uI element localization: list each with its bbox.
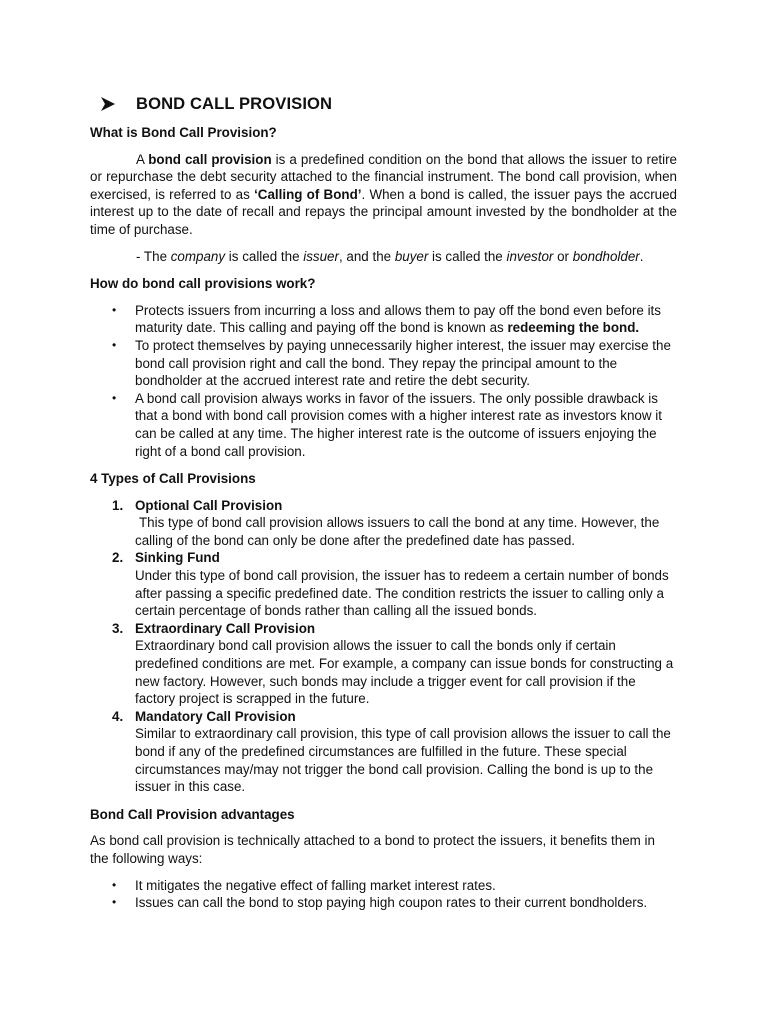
heading-types: 4 Types of Call Provisions: [90, 471, 256, 487]
type-title: Mandatory Call Provision: [135, 708, 296, 724]
type-title: Sinking Fund: [135, 550, 220, 566]
page-title: BOND CALL PROVISION: [136, 94, 333, 114]
type-title: Extraordinary Call Provision: [135, 620, 316, 636]
bullet-icon: •: [112, 877, 117, 892]
bullet-icon: •: [112, 337, 117, 352]
note-paragraph: - The company is called the issuer, and the buyer is called the investor or bondholder.: [136, 248, 644, 264]
advantages-intro: As bond call provision is technically attached to a bond to protect the issuers, it benefits them in the following ways:: [90, 833, 655, 866]
heading-what: What is Bond Call Provision?: [90, 125, 277, 140]
list-item: • To protect themselves by paying unnecessarily higher interest, the issuer may exercise the bond call provision right and call the bond. They repay the principal amount to the bondholder at the accrued interest rate and retire the debt security.: [112, 337, 671, 389]
document-page: [90, 92, 677, 912]
type-item: 3. Extraordinary Call Provision Extraordinary bond call provision allows the issuer to call the bonds only if certain predefined conditions are met. For example, a company can issue bonds for constructing a new factory. However, such bonds may include a trigger event for call provision if the factory project is scrapped in the future.: [112, 620, 674, 707]
bullet-icon: •: [112, 302, 117, 317]
heading-advantages: Bond Call Provision advantages: [90, 806, 295, 822]
term-calling-of-bond: ‘Calling of Bond’: [254, 186, 362, 202]
heading-how: How do bond call provisions work?: [90, 276, 316, 292]
bullet-icon: •: [112, 895, 117, 910]
intro-paragraph: A bond call provision is a predefined condition on the bond that allows the issuer to retire or repurchase the debt security attached to the financial instrument. The bond call provision, when exercised, is referred to as ‘Calling of Bond’. When a bond is called, the issuer pays the accrued interest up to the date of recall and repays the principal amount invested by the bondholder at the time of purchase.: [90, 151, 678, 237]
bullet-icon: •: [112, 390, 117, 405]
type-item: 2. Sinking Fund Under this type of bond call provision, the issuer has to redeem a certain number of bonds after passing a specific predefined date. The condition restricts the issuer to calling only a certain percentage of bonds rather than calling all the issued bonds.: [112, 550, 669, 619]
type-item: 4. Mandatory Call Provision Similar to extraordinary call provision, this type of call provision allows the issuer to call the bond if any of the predefined circumstances are fulfilled in the future. These special circumstances may/may not trigger the bond call provision. Calling the bond is up to the issuer in this case.: [112, 708, 671, 795]
type-description: This type of bond call provision allows issuers to call the bond at any time. However, the calling of the bond can only be done after the predefined date has passed.: [135, 515, 660, 548]
how-list: [90, 302, 677, 460]
term-bond-call-provision: bond call provision: [148, 151, 272, 167]
list-item: • It mitigates the negative effect of falling market interest rates.: [112, 877, 496, 893]
list-item: • A bond call provision always works in favor of the issuers. The only possible drawback is that a bond with bond call provision comes with a higher interest rate as investors know it can be called at any time. The higher interest rate is the outcome of issuers enjoying the right of a bond call provision.: [112, 390, 662, 459]
type-description: Similar to extraordinary call provision, this type of call provision allows the issuer to call the bond if any of the predefined circumstances are fulfilled in the future. These special circumstances may/may not trigger the bond call provision. Calling the bond is up to the issuer in this case.: [135, 726, 671, 795]
type-title: Optional Call Provision: [135, 497, 283, 513]
title-row: [100, 92, 677, 116]
type-description: Under this type of bond call provision, the issuer has to redeem a certain number of bonds after passing a specific predefined date. The condition restricts the issuer to calling only a certain percentage of bonds rather than calling all the issued bonds.: [135, 568, 669, 619]
type-item: 1. Optional Call Provision This type of bond call provision allows issuers to call the bond at any time. However, the calling of the bond can only be done after the predefined date has passed.: [112, 497, 660, 548]
list-item: • Protects issuers from incurring a loss and allows them to pay off the bond even before its maturity date. This calling and paying off the bond is known as redeeming the bond.: [112, 302, 661, 336]
type-description: Extraordinary bond call provision allows the issuer to call the bonds only if certain predefined conditions are met. For example, a company can issue bonds for constructing a new factory. However, such bonds may include a trigger event for call provision if the factory project is scrapped in the future.: [135, 638, 674, 707]
advantages-list: [90, 877, 677, 912]
list-item: • Issues can call the bond to stop paying high coupon rates to their current bondholders.: [112, 895, 648, 911]
arrow-bullet-icon: [100, 96, 116, 112]
types-list: [90, 497, 677, 796]
